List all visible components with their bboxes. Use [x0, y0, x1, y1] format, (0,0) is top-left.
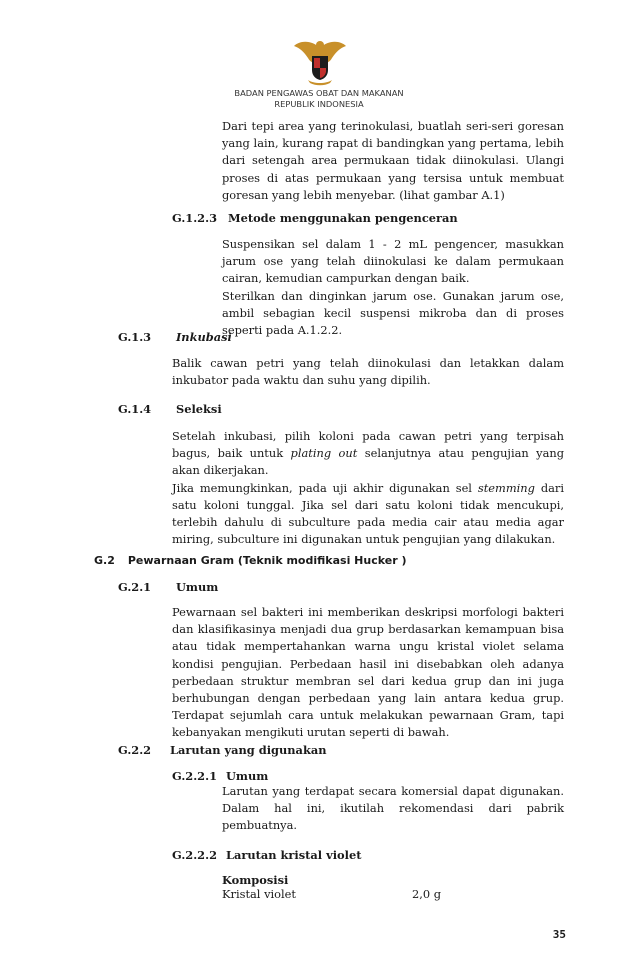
section-heading-g22	[118, 743, 327, 757]
garuda-emblem-icon	[292, 36, 348, 86]
section-number: G.2.1	[118, 580, 152, 594]
composition-item: Kristal violet	[222, 887, 296, 901]
section-number: G.2	[94, 554, 115, 567]
section-title: Metode menggunakan pengenceran	[227, 211, 458, 225]
g123-body: Suspensikan sel dalam 1 - 2 mL pengencer, masukkan jarum ose yang telah diinokulasi ke dalam permukaan cairan, kemudian campurkan dengan baik. Sterilkan dan dinginkan jarum ose. Gunakan jarum ose, ambil sebagian kecil suspensi mikroba dan di proses seperti pada A.1.2.2.	[222, 237, 564, 338]
section-number: G.1.2.3	[172, 211, 217, 225]
g14-body: Setelah inkubasi, pilih koloni pada cawan petri yang terpisah bagus, baik untuk plating out selanjutnya atau pengujian yang akan dikerjakan. Jika memungkinkan, pada uji akhir digunakan sel stemming dari satu koloni tunggal. Jika sel dari satu koloni tidak mencukupi, terlebih dahulu di subculture pada media cair atau media agar miring, subculture ini digunakan untuk pengujian yang dilakukan.	[172, 429, 565, 547]
agency-name-line2: REPUBLIK INDONESIA	[274, 99, 364, 109]
section-title: Inkubasi	[175, 330, 232, 344]
section-number: G.2.2.1	[172, 769, 217, 783]
section-heading-g123	[172, 211, 458, 225]
section-title: Larutan kristal violet	[225, 848, 362, 862]
section-heading-g14	[118, 402, 222, 416]
section-heading-g21	[118, 580, 218, 594]
section-title: Pewarnaan Gram (Teknik modifikasi Hucker )	[127, 554, 407, 567]
section-title: Umum	[225, 769, 269, 783]
section-number: G.1.3	[118, 330, 152, 344]
section-title: Larutan yang digunakan	[169, 743, 327, 757]
section-heading-g221	[172, 769, 268, 783]
composition-amount: 2,0 g	[412, 887, 442, 901]
section-title: Umum	[175, 580, 219, 594]
section-title: Seleksi	[175, 402, 222, 416]
g221-body: Larutan yang terdapat secara komersial dapat digunakan. Dalam hal ini, ikutilah rekomendasi dari pabrik pembuatnya.	[222, 784, 564, 833]
g21-body: Pewarnaan sel bakteri ini memberikan deskripsi morfologi bakteri dan klasifikasinya menjadi dua grup berdasarkan kemampuan bisa atau tidak mempertahankan warna ungu kristal violet selama kondisi pengujian. Perbedaan hasil ini disebabkan oleh adanya perbedaan struktur membran sel dari kedua grup dan ini juga berhubungan dengan perbedaan yang lain antara kedua grup. Terdapat sejumlah cara untuk melakukan pewarnaan Gram, tapi kebanyakan mengikuti urutan seperti di bawah.	[172, 605, 564, 740]
section-number: G.2.2	[118, 743, 152, 757]
agency-name-line1: BADAN PENGAWAS OBAT DAN MAKANAN	[234, 88, 404, 98]
g13-body: Balik cawan petri yang telah diinokulasi dan letakkan dalam inkubator pada waktu dan suhu yang dipilih.	[172, 356, 564, 388]
intro-paragraph: Dari tepi area yang terinokulasi, buatlah seri-seri goresan yang lain, kurang rapat di bandingkan yang pertama, lebih dari setengah area permukaan tidak diinokulasi. Ulangi proses di atas permukaan yang tersisa untuk membuat goresan yang lebih menyebar. (lihat gambar A.1)	[222, 119, 564, 202]
section-heading-g2	[94, 554, 407, 568]
section-heading-g222	[172, 848, 361, 862]
composition-row	[222, 886, 482, 903]
section-heading-g13	[118, 330, 232, 344]
section-number: G.1.4	[118, 402, 152, 416]
composition-label: Komposisi	[222, 873, 289, 887]
page-number: 35	[552, 928, 566, 941]
section-number: G.2.2.2	[172, 848, 217, 862]
